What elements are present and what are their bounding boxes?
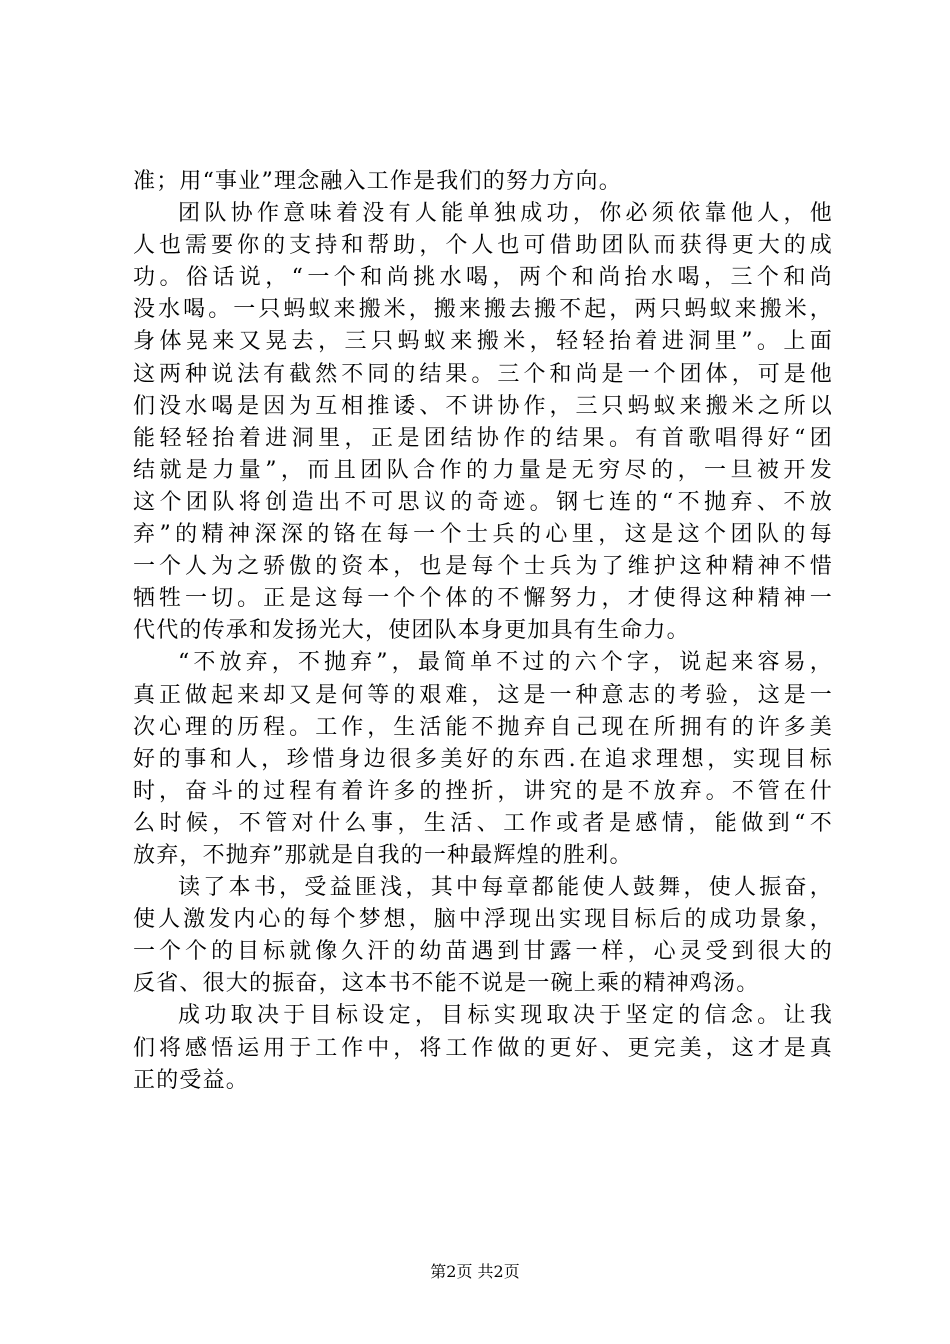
paragraph-line: 能轻轻抬着进洞里，正是团结协作的结果。有首歌唱得好“团 bbox=[133, 425, 833, 451]
paragraph-line: 没水喝。一只蚂蚁来搬米，搬来搬去搬不起，两只蚂蚁来搬米， bbox=[133, 297, 833, 323]
paragraph-line: 这两种说法有截然不同的结果。三个和尚是一个团体，可是他 bbox=[133, 361, 833, 387]
paragraph-line: 弃”的精神深深的铬在每一个士兵的心里，这是这个团队的每 bbox=[133, 522, 833, 548]
paragraph-line: 好的事和人，珍惜身边很多美好的东西.在追求理想，实现目标 bbox=[133, 746, 833, 772]
paragraph-line: 牺牲一切。正是这每一个个体的不懈努力，才使得这种精神一 bbox=[133, 586, 833, 612]
paragraph bbox=[133, 198, 833, 647]
paragraph-line: 次心理的历程。工作，生活能不抛弃自己现在所拥有的许多美 bbox=[133, 714, 833, 740]
paragraph-line: 们没水喝是因为互相推诿、不讲协作，三只蚂蚁来搬米之所以 bbox=[133, 393, 833, 419]
paragraph-line: 正的受益。 bbox=[133, 1067, 250, 1093]
paragraph-line: 真正做起来却又是何等的艰难，这是一种意志的考验，这是一 bbox=[133, 682, 833, 708]
paragraph-line: “不放弃，不抛弃”，最简单不过的六个字，说起来容易， bbox=[178, 650, 833, 676]
paragraph-line: 一个个的目标就像久汗的幼苗遇到甘露一样，心灵受到很大的 bbox=[133, 939, 833, 965]
paragraph bbox=[133, 166, 833, 198]
paragraph-line: 结就是力量”，而且团队合作的力量是无穷尽的，一旦被开发 bbox=[133, 457, 833, 483]
paragraph-line: 人也需要你的支持和帮助，个人也可借助团队而获得更大的成 bbox=[133, 233, 833, 259]
paragraph bbox=[133, 1000, 833, 1096]
paragraph-line: 成功取决于目标设定，目标实现取决于坚定的信念。让我 bbox=[178, 1003, 833, 1029]
paragraph-line: 代代的传承和发扬光大，使团队本身更加具有生命力。 bbox=[133, 618, 690, 644]
paragraph-line: 一个人为之骄傲的资本，也是每个士兵为了维护这种精神不惜 bbox=[133, 554, 833, 580]
paragraph-line: 使人激发内心的每个梦想，脑中浮现出实现目标后的成功景象， bbox=[133, 907, 833, 933]
paragraph bbox=[133, 647, 833, 872]
paragraph-line: 团队协作意味着没有人能单独成功，你必须依靠他人，他 bbox=[178, 201, 833, 227]
page-footer: 第2页 共2页 bbox=[430, 1262, 520, 1281]
paragraph-line: 么时候，不管对什么事，生活、工作或者是感情，能做到“不 bbox=[133, 810, 833, 836]
paragraph-line: 身体晃来又晃去，三只蚂蚁来搬米，轻轻抬着进洞里”。上面 bbox=[133, 329, 833, 355]
paragraph-line: 们将感悟运用于工作中，将工作做的更好、更完美，这才是真 bbox=[133, 1035, 833, 1061]
paragraph-line: 准；用“事业”理念融入工作是我们的努力方向。 bbox=[133, 169, 622, 194]
paragraph-line: 功。俗话说，“一个和尚挑水喝，两个和尚抬水喝，三个和尚 bbox=[133, 265, 833, 291]
paragraph-line: 这个团队将创造出不可思议的奇迹。钢七连的“不抛弃、不放 bbox=[133, 489, 833, 515]
paragraph-line: 放弃，不抛弃”那就是自我的一种最辉煌的胜利。 bbox=[133, 842, 633, 868]
paragraph bbox=[133, 872, 833, 1000]
paragraph-line: 反省、很大的振奋，这本书不能不说是一碗上乘的精神鸡汤。 bbox=[133, 971, 760, 997]
paragraph-line: 读了本书，受益匪浅，其中每章都能使人鼓舞，使人振奋， bbox=[178, 875, 833, 901]
document-body bbox=[133, 166, 833, 1097]
paragraph-line: 时，奋斗的过程有着许多的挫折，讲究的是不放弃。不管在什 bbox=[133, 778, 833, 804]
